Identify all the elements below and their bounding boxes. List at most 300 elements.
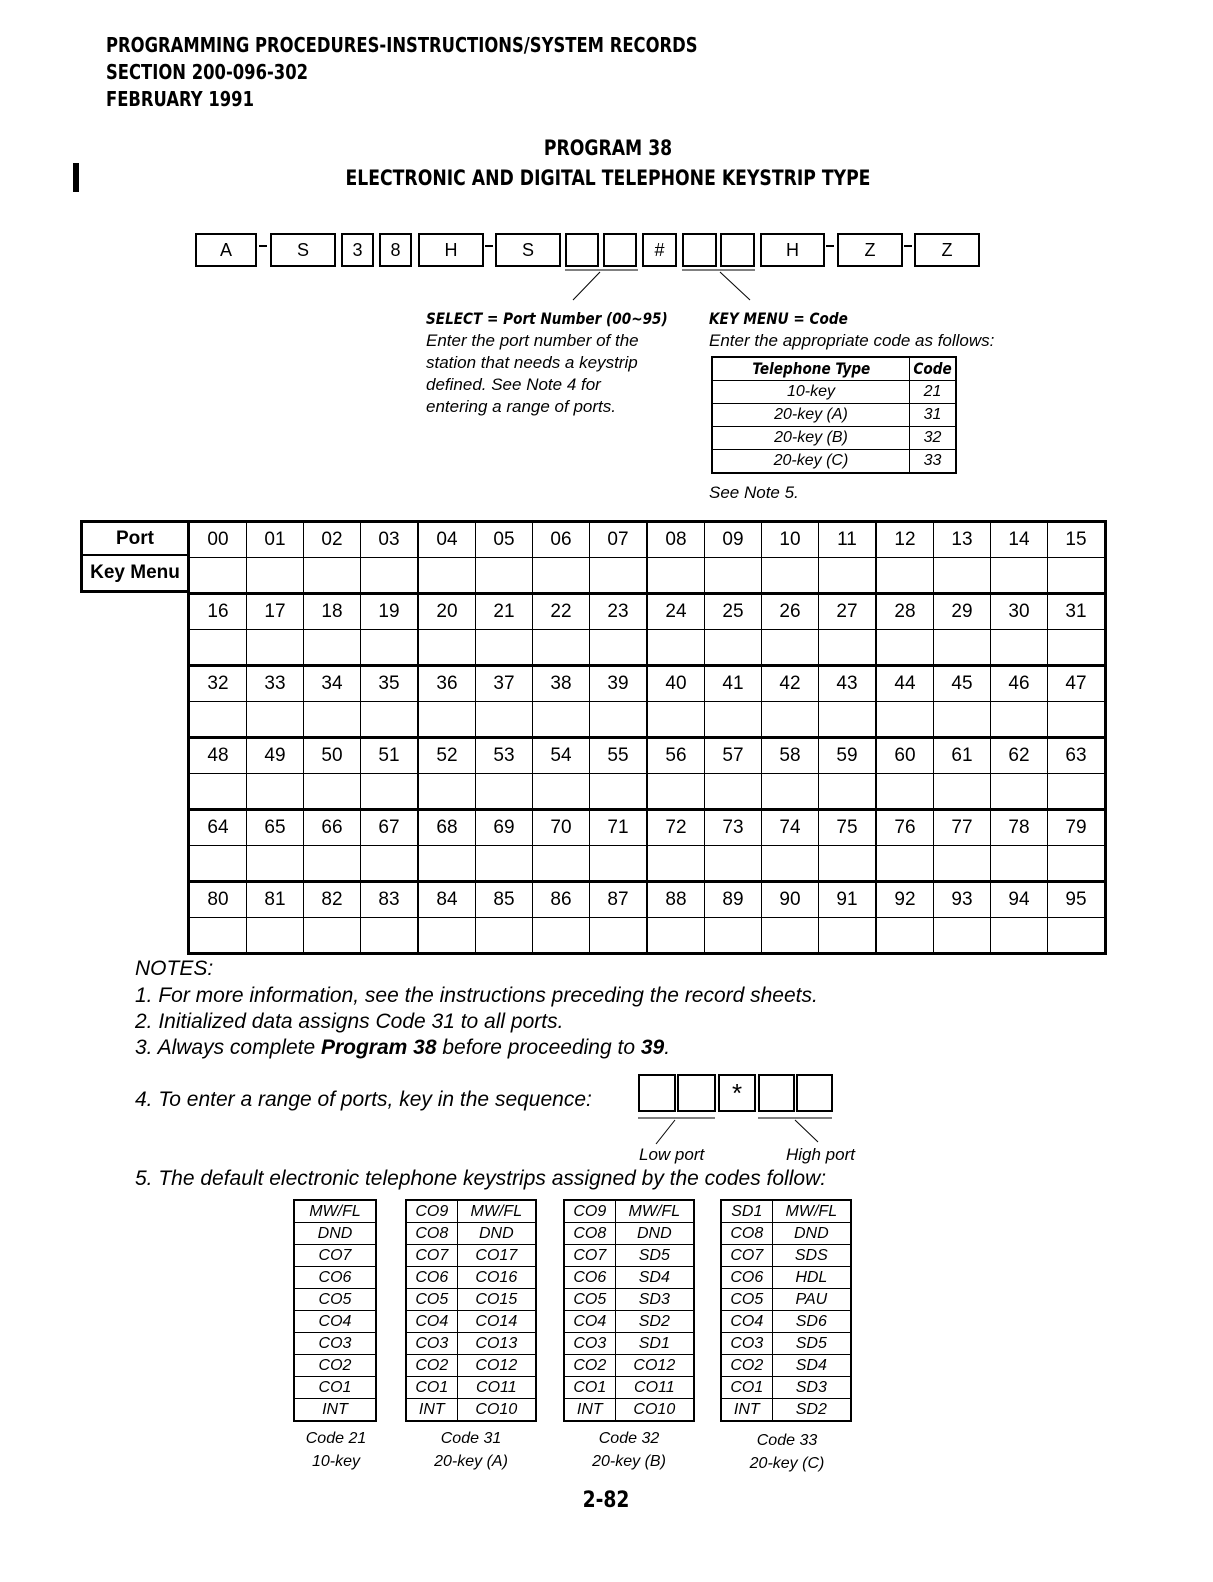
keystrip-row xyxy=(564,1399,694,1422)
keystrip-row xyxy=(406,1200,536,1223)
key-menu-entry-cell[interactable] xyxy=(590,558,648,594)
port-number-cell: 34 xyxy=(304,666,361,702)
keystrip-row xyxy=(721,1289,851,1311)
keystrip-key: SD1 xyxy=(615,1333,694,1355)
key-menu-entry-cell[interactable] xyxy=(247,558,304,594)
keystrip-row xyxy=(406,1311,536,1333)
key-menu-entry-cell[interactable] xyxy=(1048,918,1106,954)
keystrip-key: SD3 xyxy=(772,1377,851,1399)
port-number-cell: 61 xyxy=(934,738,991,774)
port-number-cell: 72 xyxy=(647,810,705,846)
keystrip-key: CO6 xyxy=(294,1267,376,1289)
port-number-cell: 14 xyxy=(991,522,1048,558)
key-menu-entry-cell[interactable] xyxy=(934,558,991,594)
port-number-cell: 78 xyxy=(991,810,1048,846)
keystrip-row xyxy=(564,1223,694,1245)
port-number-cell: 91 xyxy=(819,882,877,918)
port-number-cell: 29 xyxy=(934,594,991,630)
keystrip-key: CO1 xyxy=(294,1377,376,1399)
keystrip-key: CO10 xyxy=(457,1399,536,1422)
keystrip-row xyxy=(406,1333,536,1355)
keystrip-key: CO3 xyxy=(294,1333,376,1355)
keystrip-row xyxy=(721,1311,851,1333)
key-menu-entry-cell[interactable] xyxy=(1048,846,1106,882)
key-menu-entry-cell[interactable] xyxy=(189,774,247,810)
port-number-cell: 86 xyxy=(533,882,590,918)
key-menu-entry-cell[interactable] xyxy=(533,846,590,882)
key-menu-entry-cell[interactable] xyxy=(705,702,762,738)
keystrip-row xyxy=(294,1355,376,1377)
key-menu-entry-cell[interactable] xyxy=(934,846,991,882)
select-description xyxy=(426,330,639,418)
key-box: S xyxy=(495,233,561,267)
key-menu-entry-cell[interactable] xyxy=(418,558,476,594)
keystrip-key: CO8 xyxy=(406,1223,457,1245)
key-menu-entry-cell[interactable] xyxy=(418,918,476,954)
code-table-type: 10-key xyxy=(712,381,909,404)
key-menu-entry-cell[interactable] xyxy=(705,630,762,666)
keystrip-key: HDL xyxy=(772,1267,851,1289)
keystrip-key: CO6 xyxy=(721,1267,772,1289)
key-menu-entry-cell[interactable] xyxy=(876,702,934,738)
port-number-cell: 33 xyxy=(247,666,304,702)
keystrip-key: INT xyxy=(721,1399,772,1422)
key-menu-entry-cell[interactable] xyxy=(991,630,1048,666)
key-menu-instruction: Enter the appropriate code as follows: xyxy=(709,331,995,350)
key-menu-entry-cell[interactable] xyxy=(762,702,819,738)
port-number-cell: 75 xyxy=(819,810,877,846)
key-menu-entry-cell[interactable] xyxy=(304,846,361,882)
port-number-cell: 47 xyxy=(1048,666,1106,702)
key-menu-entry-cell[interactable] xyxy=(533,774,590,810)
keystrip-row xyxy=(294,1267,376,1289)
keystrip-row xyxy=(564,1311,694,1333)
high-port-digit-box xyxy=(796,1074,833,1112)
port-number-cell: 67 xyxy=(361,810,419,846)
keystrip-key: CO3 xyxy=(564,1333,615,1355)
note-5: 5. The default electronic telephone keystrips assigned by the codes follow: xyxy=(135,1167,827,1190)
key-box: 3 xyxy=(341,233,374,267)
keystrip-key: SD3 xyxy=(615,1289,694,1311)
key-menu-entry-cell[interactable] xyxy=(247,918,304,954)
key-menu-entry-cell[interactable] xyxy=(247,846,304,882)
key-menu-entry-cell[interactable] xyxy=(991,918,1048,954)
key-menu-entry-cell[interactable] xyxy=(189,846,247,882)
key-menu-entry-cell[interactable] xyxy=(934,774,991,810)
port-number-cell: 79 xyxy=(1048,810,1106,846)
code-table-code: 33 xyxy=(909,450,956,474)
key-menu-entry-cell[interactable] xyxy=(934,918,991,954)
port-number-cell: 76 xyxy=(876,810,934,846)
port-number-cell: 35 xyxy=(361,666,419,702)
key-menu-entry-cell[interactable] xyxy=(991,558,1048,594)
port-number-cell: 45 xyxy=(934,666,991,702)
keystrip-key: INT xyxy=(294,1399,376,1422)
key-menu-entry-cell[interactable] xyxy=(590,918,648,954)
key-menu-entry-cell[interactable] xyxy=(991,846,1048,882)
key-menu-entry-cell[interactable] xyxy=(705,846,762,882)
code-table-type: 20-key (A) xyxy=(712,404,909,427)
keystrip-row xyxy=(294,1223,376,1245)
port-number-cell: 04 xyxy=(418,522,476,558)
keystrip-row xyxy=(406,1223,536,1245)
key-menu-entry-cell[interactable] xyxy=(476,702,533,738)
low-port-digit-box xyxy=(677,1074,716,1112)
doc-header-title: PROGRAMMING PROCEDURES-INSTRUCTIONS/SYSTEM RECORDS xyxy=(106,33,698,57)
key-menu-entry-cell[interactable] xyxy=(476,774,533,810)
port-number-cell: 48 xyxy=(189,738,247,774)
key-menu-entry-cell[interactable] xyxy=(819,558,877,594)
port-number-cell: 82 xyxy=(304,882,361,918)
note-4: 4. To enter a range of ports, key in the sequence: xyxy=(135,1088,592,1111)
keystrip-key: CO1 xyxy=(564,1377,615,1399)
key-menu-entry-cell[interactable] xyxy=(476,846,533,882)
port-number-cell: 77 xyxy=(934,810,991,846)
keystrip-code-33 xyxy=(720,1199,852,1422)
select-line: defined. See Note 4 for xyxy=(426,375,601,394)
port-number-cell: 74 xyxy=(762,810,819,846)
port-number-cell: 21 xyxy=(476,594,533,630)
port-number-cell: 17 xyxy=(247,594,304,630)
keystrip-row xyxy=(721,1200,851,1223)
port-number-row xyxy=(189,738,1106,774)
key-menu-entry-cell[interactable] xyxy=(647,702,705,738)
key-menu-entry-cell[interactable] xyxy=(304,558,361,594)
keystrip-code-32 xyxy=(563,1199,695,1422)
code-table-code: 32 xyxy=(909,427,956,450)
key-menu-entry-cell[interactable] xyxy=(590,774,648,810)
key-menu-entry-row xyxy=(189,774,1106,810)
key-menu-entry-cell[interactable] xyxy=(991,702,1048,738)
keystrip-row xyxy=(294,1377,376,1399)
keystrip-key: CO11 xyxy=(615,1377,694,1399)
keystrip-row xyxy=(294,1311,376,1333)
keystrip-key: CO9 xyxy=(564,1200,615,1223)
keystrip-row xyxy=(564,1200,694,1223)
keystrip-row xyxy=(294,1245,376,1267)
port-number-cell: 08 xyxy=(647,522,705,558)
port-number-cell: 37 xyxy=(476,666,533,702)
port-number-cell: 87 xyxy=(590,882,648,918)
port-number-cell: 84 xyxy=(418,882,476,918)
key-menu-entry-row xyxy=(189,918,1106,954)
keystrip-key: CO2 xyxy=(406,1355,457,1377)
key-menu-entry-cell[interactable] xyxy=(647,558,705,594)
key-menu-entry-cell[interactable] xyxy=(247,702,304,738)
key-menu-entry-cell[interactable] xyxy=(418,630,476,666)
port-number-cell: 07 xyxy=(590,522,648,558)
key-menu-entry-cell[interactable] xyxy=(590,630,648,666)
port-number-cell: 90 xyxy=(762,882,819,918)
key-menu-entry-cell[interactable] xyxy=(304,630,361,666)
select-line: Enter the port number of the xyxy=(426,331,639,350)
port-number-cell: 64 xyxy=(189,810,247,846)
port-number-cell: 68 xyxy=(418,810,476,846)
key-menu-entry-cell[interactable] xyxy=(590,702,648,738)
key-menu-entry-cell[interactable] xyxy=(647,630,705,666)
keystrip-key: CO5 xyxy=(406,1289,457,1311)
key-menu-entry-cell[interactable] xyxy=(705,918,762,954)
key-menu-entry-cell[interactable] xyxy=(476,630,533,666)
port-number-cell: 83 xyxy=(361,882,419,918)
port-number-row xyxy=(189,810,1106,846)
see-note: See Note 5. xyxy=(709,483,799,502)
keystrip-key: INT xyxy=(406,1399,457,1422)
key-menu-entry-cell[interactable] xyxy=(476,558,533,594)
port-label: Port xyxy=(80,520,190,557)
key-menu-entry-cell[interactable] xyxy=(361,630,419,666)
keystrip-row xyxy=(721,1333,851,1355)
port-number-cell: 56 xyxy=(647,738,705,774)
port-number-cell: 59 xyxy=(819,738,877,774)
key-menu-entry-cell[interactable] xyxy=(934,702,991,738)
port-number-row xyxy=(189,882,1106,918)
keystrip-key: DND xyxy=(294,1223,376,1245)
keystrip-key: MW/FL xyxy=(772,1200,851,1223)
keystrip-key: CO8 xyxy=(721,1223,772,1245)
key-menu-entry-cell[interactable] xyxy=(304,774,361,810)
keystrip-row xyxy=(294,1200,376,1223)
key-menu-entry-cell[interactable] xyxy=(533,702,590,738)
port-number-cell: 38 xyxy=(533,666,590,702)
keystrip-key: CO11 xyxy=(457,1377,536,1399)
low-port-label: Low port xyxy=(639,1145,705,1164)
keystrip-key: CO6 xyxy=(564,1267,615,1289)
notes-heading: NOTES: xyxy=(135,957,214,980)
key-menu-entry-cell[interactable] xyxy=(1048,558,1106,594)
key-menu-entry-cell[interactable] xyxy=(533,630,590,666)
key-menu-entry-cell[interactable] xyxy=(762,774,819,810)
key-menu-entry-cell[interactable] xyxy=(876,846,934,882)
high-port-label: High port xyxy=(786,1145,855,1164)
port-number-cell: 69 xyxy=(476,810,533,846)
keystrip-caption: Code 21 10-key xyxy=(305,1430,367,1470)
key-menu-entry-cell[interactable] xyxy=(361,702,419,738)
key-menu-entry-cell[interactable] xyxy=(361,558,419,594)
port-record-table xyxy=(187,520,1107,955)
keystrip-key: SD4 xyxy=(615,1267,694,1289)
port-number-cell: 62 xyxy=(991,738,1048,774)
port-number-cell: 12 xyxy=(876,522,934,558)
port-number-cell: 55 xyxy=(590,738,648,774)
key-menu-entry-cell[interactable] xyxy=(705,774,762,810)
code-table xyxy=(711,356,957,474)
keystrip-key: CO5 xyxy=(564,1289,615,1311)
key-menu-entry-cell[interactable] xyxy=(533,918,590,954)
keystrip-key: SD5 xyxy=(615,1245,694,1267)
code-table-header-type: Telephone Type xyxy=(712,357,909,381)
keystrip-key: SD2 xyxy=(772,1399,851,1422)
key-menu-entry-cell[interactable] xyxy=(418,846,476,882)
key-menu-entry-cell[interactable] xyxy=(762,630,819,666)
keystrip-row xyxy=(721,1355,851,1377)
keystrip-key: CO12 xyxy=(615,1355,694,1377)
high-port-digit-box xyxy=(758,1074,795,1112)
keystrip-key: CO15 xyxy=(457,1289,536,1311)
key-menu-entry-row xyxy=(189,630,1106,666)
key-menu-entry-cell[interactable] xyxy=(876,774,934,810)
key-menu-entry-cell[interactable] xyxy=(819,918,877,954)
keystrip-key: CO5 xyxy=(721,1289,772,1311)
keystrip-row xyxy=(721,1223,851,1245)
key-menu-entry-cell[interactable] xyxy=(934,630,991,666)
key-menu-entry-cell[interactable] xyxy=(590,846,648,882)
key-menu-entry-cell[interactable] xyxy=(819,702,877,738)
key-menu-entry-cell[interactable] xyxy=(189,630,247,666)
keystrip-key: CO5 xyxy=(294,1289,376,1311)
key-menu-entry-cell[interactable] xyxy=(876,558,934,594)
port-number-cell: 58 xyxy=(762,738,819,774)
port-number-cell: 81 xyxy=(247,882,304,918)
keystrip-caption: Code 33 20-key (C) xyxy=(749,1432,825,1472)
keystrip-key: DND xyxy=(457,1223,536,1245)
port-number-cell: 01 xyxy=(247,522,304,558)
key-menu-entry-cell[interactable] xyxy=(361,918,419,954)
keystrip-row xyxy=(406,1267,536,1289)
key-menu-entry-cell[interactable] xyxy=(762,558,819,594)
keystrip-code-21 xyxy=(293,1199,377,1422)
key-menu-entry-cell[interactable] xyxy=(876,630,934,666)
keystrip-key: CO1 xyxy=(406,1377,457,1399)
keystrip-key: CO13 xyxy=(457,1333,536,1355)
port-number-cell: 03 xyxy=(361,522,419,558)
leader-lines xyxy=(0,0,1213,320)
keystrip-key: CO7 xyxy=(406,1245,457,1267)
code-table-type: 20-key (B) xyxy=(712,427,909,450)
key-menu-entry-cell[interactable] xyxy=(476,918,533,954)
keystrip-row xyxy=(564,1289,694,1311)
key-menu-entry-cell[interactable] xyxy=(418,702,476,738)
keystrip-key: CO10 xyxy=(615,1399,694,1422)
port-number-cell: 28 xyxy=(876,594,934,630)
key-menu-entry-cell[interactable] xyxy=(876,918,934,954)
key-menu-entry-cell[interactable] xyxy=(762,918,819,954)
keystrip-key: CO4 xyxy=(564,1311,615,1333)
keystrip-key: CO8 xyxy=(564,1223,615,1245)
keystrip-key: MW/FL xyxy=(615,1200,694,1223)
key-menu-entry-cell[interactable] xyxy=(819,630,877,666)
key-menu-entry-cell[interactable] xyxy=(762,846,819,882)
key-menu-entry-cell[interactable] xyxy=(1048,630,1106,666)
key-menu-entry-cell[interactable] xyxy=(991,774,1048,810)
key-menu-entry-cell[interactable] xyxy=(418,774,476,810)
keystrip-key: CO4 xyxy=(721,1311,772,1333)
port-number-cell: 31 xyxy=(1048,594,1106,630)
program-title: ELECTRONIC AND DIGITAL TELEPHONE KEYSTRIP TYPE xyxy=(345,166,871,190)
key-menu-entry-cell[interactable] xyxy=(304,918,361,954)
port-number-cell: 27 xyxy=(819,594,877,630)
port-number-cell: 41 xyxy=(705,666,762,702)
key-menu-entry-cell[interactable] xyxy=(304,702,361,738)
code-table-code: 31 xyxy=(909,404,956,427)
key-menu-entry-cell[interactable] xyxy=(247,630,304,666)
port-number-cell: 63 xyxy=(1048,738,1106,774)
key-box: 8 xyxy=(379,233,412,267)
keystrip-key: CO1 xyxy=(721,1377,772,1399)
key-menu-entry-cell[interactable] xyxy=(647,774,705,810)
keystrip-key: CO3 xyxy=(406,1333,457,1355)
port-number-cell: 65 xyxy=(247,810,304,846)
key-box: H xyxy=(418,233,484,267)
port-number-cell: 57 xyxy=(705,738,762,774)
key-box: A xyxy=(195,233,257,267)
port-number-cell: 20 xyxy=(418,594,476,630)
range-leader-lines xyxy=(600,1110,880,1150)
key-box: Z xyxy=(837,233,903,267)
range-star-box: * xyxy=(718,1074,756,1112)
key-menu-entry-cell[interactable] xyxy=(361,846,419,882)
port-number-cell: 44 xyxy=(876,666,934,702)
key-menu-entry-cell[interactable] xyxy=(1048,774,1106,810)
key-menu-entry-cell[interactable] xyxy=(533,558,590,594)
port-number-cell: 24 xyxy=(647,594,705,630)
port-number-cell: 60 xyxy=(876,738,934,774)
key-menu-entry-cell[interactable] xyxy=(819,846,877,882)
select-line: entering a range of ports. xyxy=(426,397,616,416)
key-menu-entry-cell[interactable] xyxy=(189,702,247,738)
page-number: 2-82 xyxy=(582,1488,630,1513)
port-number-cell: 02 xyxy=(304,522,361,558)
key-menu-entry-cell[interactable] xyxy=(361,774,419,810)
port-number-cell: 54 xyxy=(533,738,590,774)
key-box: Z xyxy=(914,233,980,267)
code-table-type: 20-key (C) xyxy=(712,450,909,474)
key-menu-entry-cell[interactable] xyxy=(1048,702,1106,738)
keystrip-key: CO9 xyxy=(406,1200,457,1223)
key-menu-entry-cell[interactable] xyxy=(647,918,705,954)
keystrip-key: SDS xyxy=(772,1245,851,1267)
key-menu-entry-cell[interactable] xyxy=(247,774,304,810)
key-menu-entry-cell[interactable] xyxy=(705,558,762,594)
key-menu-entry-row xyxy=(189,558,1106,594)
port-number-cell: 50 xyxy=(304,738,361,774)
port-number-cell: 92 xyxy=(876,882,934,918)
keystrip-key: SD1 xyxy=(721,1200,772,1223)
keystrip-key: INT xyxy=(564,1399,615,1422)
port-number-cell: 53 xyxy=(476,738,533,774)
port-number-cell: 15 xyxy=(1048,522,1106,558)
keystrip-caption: Code 31 20-key (A) xyxy=(434,1430,508,1470)
key-menu-entry-cell[interactable] xyxy=(189,918,247,954)
keystrip-row xyxy=(564,1333,694,1355)
keystrip-key: CO3 xyxy=(721,1333,772,1355)
keystrip-key: CO14 xyxy=(457,1311,536,1333)
port-number-cell: 32 xyxy=(189,666,247,702)
key-menu-entry-cell[interactable] xyxy=(819,774,877,810)
keystrip-key: CO12 xyxy=(457,1355,536,1377)
port-number-row xyxy=(189,666,1106,702)
port-number-cell: 95 xyxy=(1048,882,1106,918)
select-heading: SELECT = Port Number (00~95) xyxy=(426,309,668,328)
key-menu-entry-cell[interactable] xyxy=(189,558,247,594)
port-number-cell: 25 xyxy=(705,594,762,630)
keystrip-key: CO6 xyxy=(406,1267,457,1289)
keystrip-key: MW/FL xyxy=(457,1200,536,1223)
low-port-digit-box xyxy=(638,1074,676,1112)
port-number-cell: 52 xyxy=(418,738,476,774)
key-box: S xyxy=(270,233,336,267)
port-number-cell: 11 xyxy=(819,522,877,558)
keystrip-row xyxy=(564,1245,694,1267)
keystrip-key: CO4 xyxy=(406,1311,457,1333)
keystrip-key: SD2 xyxy=(615,1311,694,1333)
keystrip-row xyxy=(294,1399,376,1422)
port-number-cell: 13 xyxy=(934,522,991,558)
keystrip-key: CO7 xyxy=(564,1245,615,1267)
port-number-cell: 93 xyxy=(934,882,991,918)
keystrip-row xyxy=(564,1355,694,1377)
key-menu-entry-cell[interactable] xyxy=(647,846,705,882)
